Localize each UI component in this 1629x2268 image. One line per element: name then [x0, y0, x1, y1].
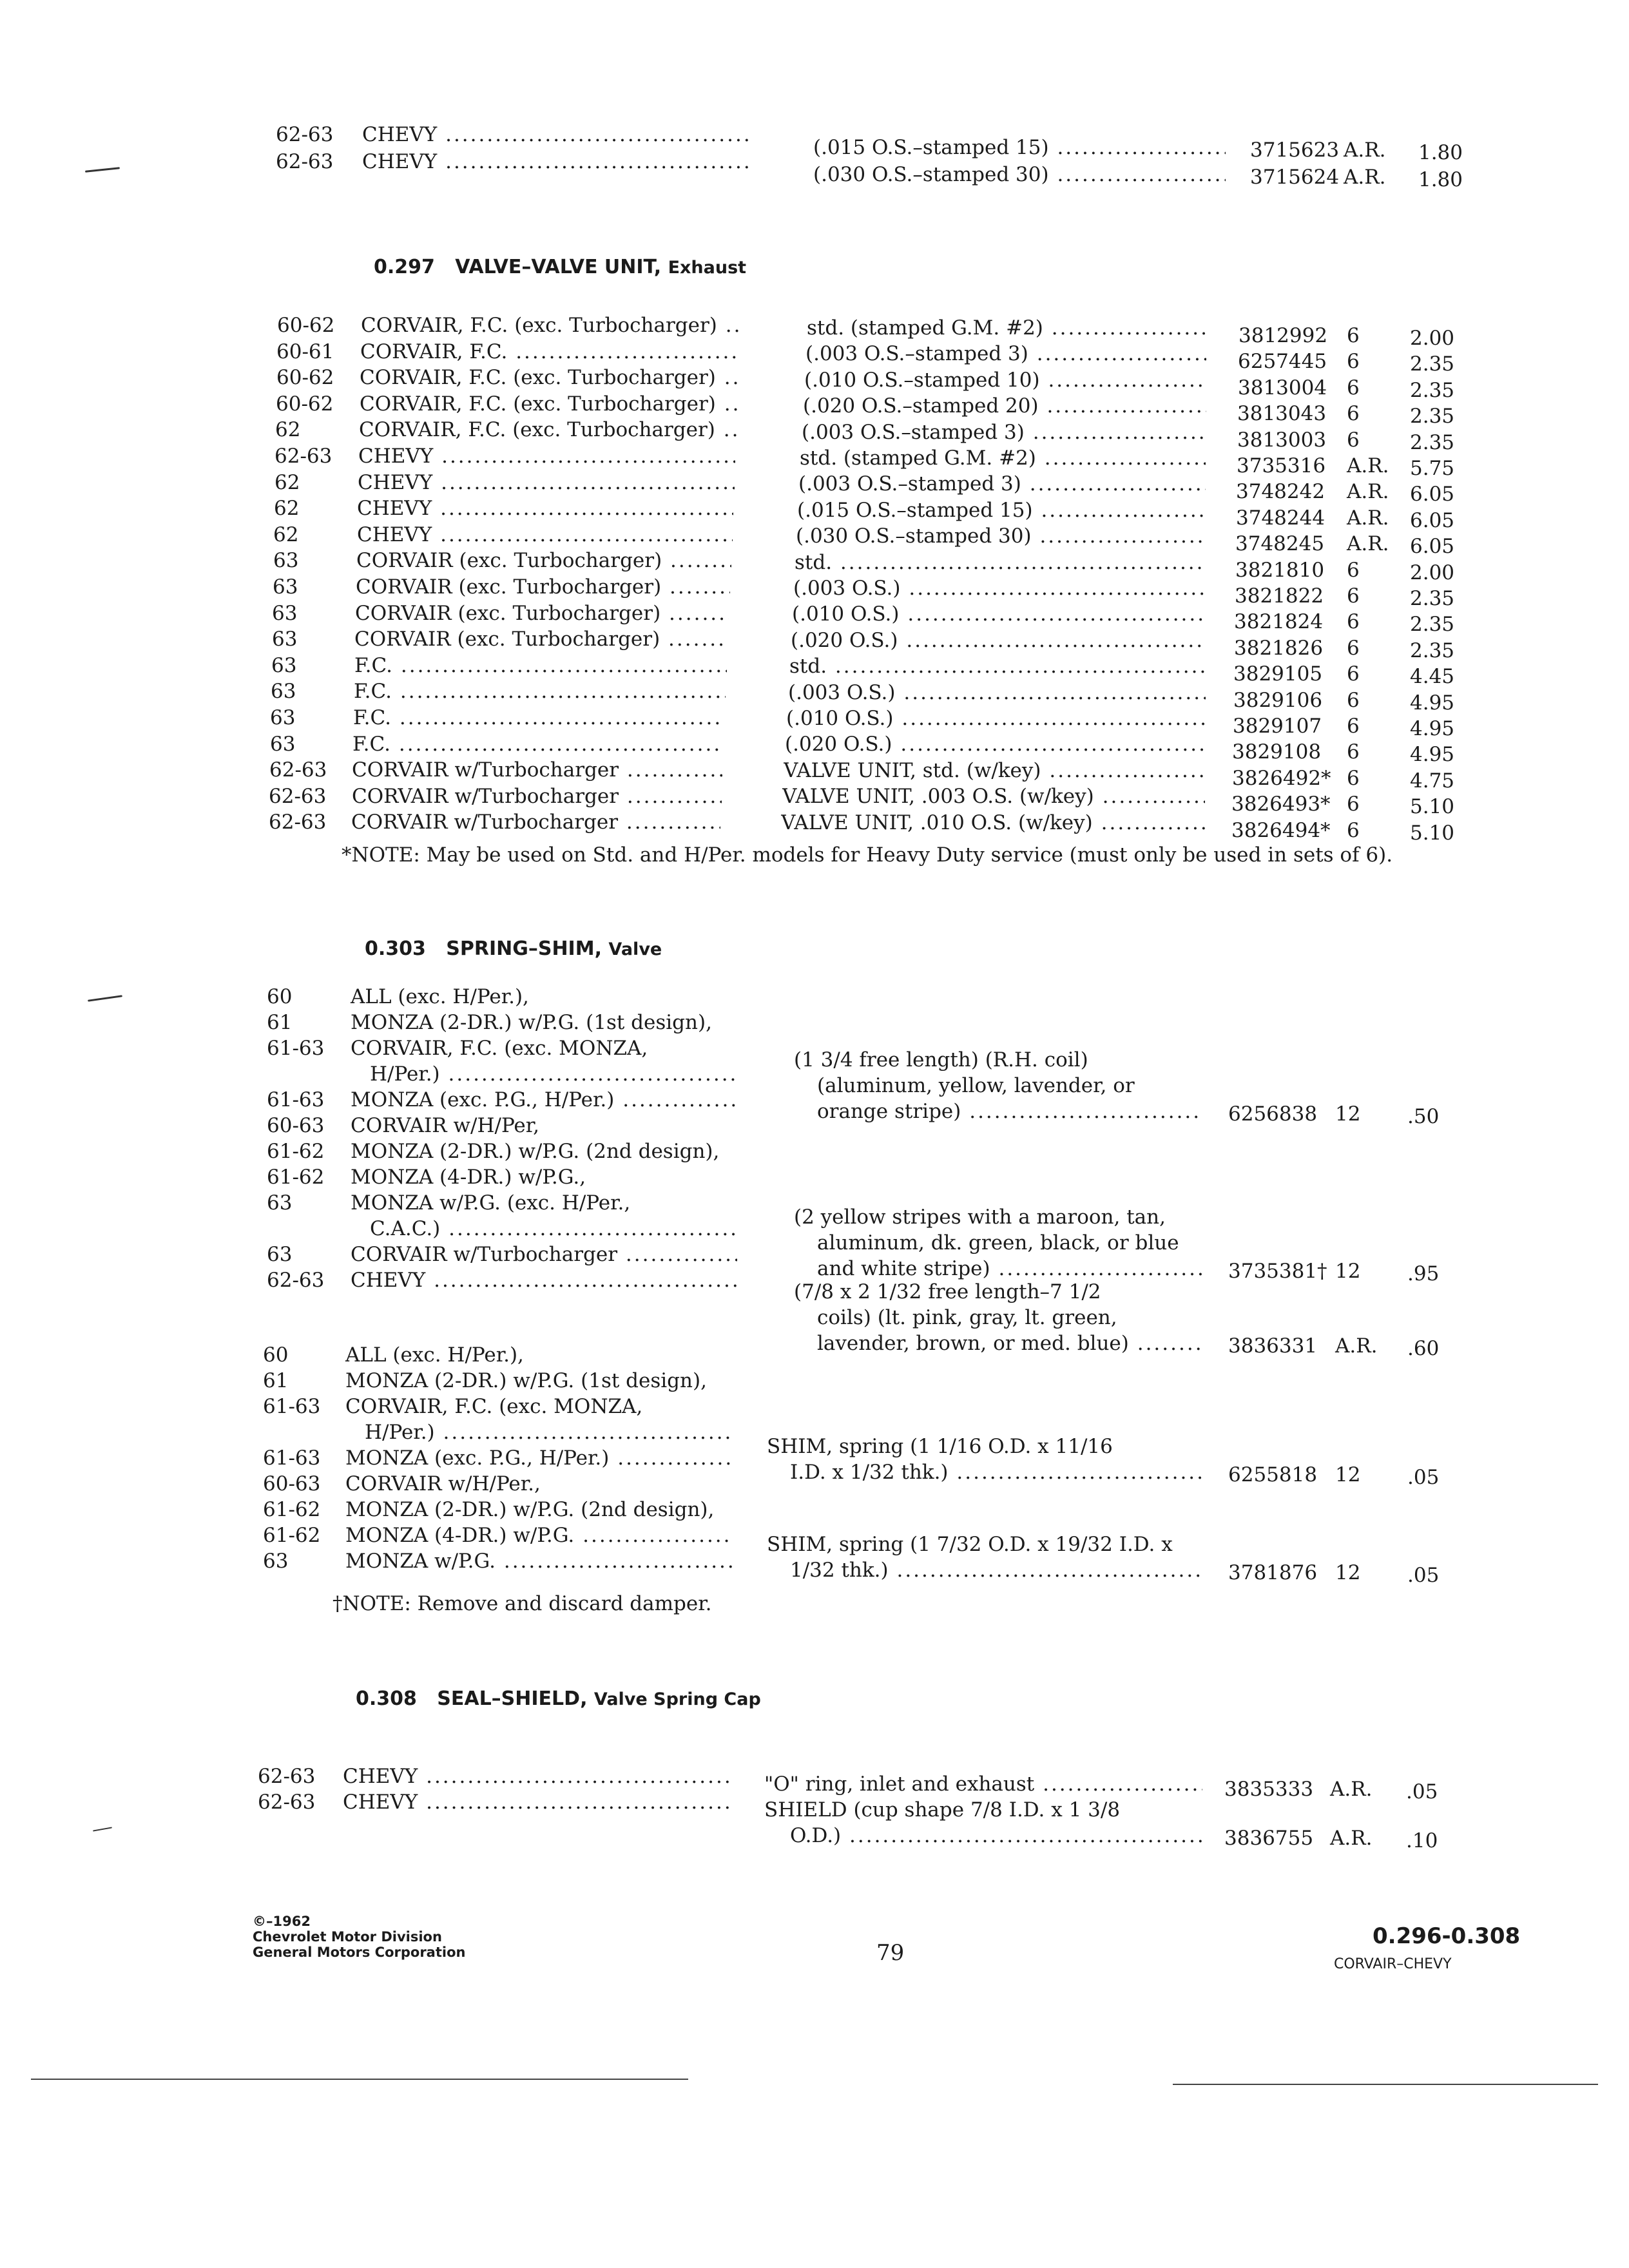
- row-description: (.010 O.S.–stamped 10) .....: [804, 368, 1206, 392]
- item-description: lavender, brown, or med. blue) .....: [817, 1331, 1202, 1356]
- row-quantity: 6: [1347, 324, 1360, 347]
- row-years: 63: [270, 706, 296, 729]
- application-model: MONZA (exc. P.G., H/Per.) .....: [351, 1088, 737, 1112]
- row-model: CORVAIR w/Turbocharger .....: [352, 758, 722, 782]
- row-part-number: 6257445: [1238, 350, 1327, 374]
- application-years: 61-63: [267, 1088, 325, 1111]
- item-price: .05: [1407, 1466, 1440, 1489]
- margin-mark: [88, 995, 122, 1001]
- row-description: VALVE UNIT, .010 O.S. (w/key) .....: [781, 811, 1205, 835]
- row-years: 63: [272, 601, 298, 625]
- bottom-rule: [1173, 2084, 1598, 2085]
- row-model: CORVAIR, F.C. (exc. Turbocharger) .....: [360, 365, 738, 390]
- row-quantity: 6: [1347, 715, 1360, 738]
- application-years: 60: [263, 1343, 289, 1367]
- row-model: CORVAIR (exc. Turbocharger) .....: [356, 575, 730, 599]
- application-years: 60-63: [263, 1472, 321, 1495]
- row-years: 60-62: [277, 314, 335, 337]
- row-quantity: A.R.: [1347, 532, 1389, 556]
- copyright: ©–1962: [253, 1914, 311, 1929]
- row-description: (.003 O.S.–stamped 3) .....: [798, 472, 1206, 496]
- section-heading: [374, 255, 746, 280]
- row-description: std. .....: [789, 654, 1206, 678]
- item-price: .50: [1407, 1105, 1440, 1128]
- row-price: 2.35: [1410, 613, 1455, 637]
- row-part-number: 3829108: [1232, 740, 1322, 764]
- row-part-number: 3715623: [1250, 139, 1340, 162]
- item-description: coils) (lt. pink, gray, lt. green,: [817, 1306, 1117, 1329]
- row-years: 63: [273, 575, 298, 599]
- row-quantity: A.R.: [1347, 506, 1389, 530]
- section-code: 0.308: [356, 1687, 417, 1710]
- row-description: std. (stamped G.M. #2) .....: [800, 446, 1206, 470]
- division: Chevrolet Motor Division: [253, 1929, 442, 1945]
- row-model: CHEVY .....: [357, 496, 733, 521]
- row-quantity: A.R.: [1344, 139, 1386, 162]
- row-model: CHEVY .....: [362, 122, 749, 147]
- row-description: (.020 O.S.–stamped 20) .....: [803, 394, 1206, 418]
- row-part-number: 3829105: [1233, 662, 1323, 686]
- application-model: CHEVY .....: [351, 1268, 737, 1293]
- row-description: std. .....: [795, 550, 1206, 575]
- row-years: 63: [270, 732, 296, 756]
- row-years: 60-62: [276, 392, 334, 416]
- row-quantity: 6: [1347, 662, 1360, 686]
- application-years: 63: [267, 1243, 293, 1266]
- row-part-number: 3826494*: [1231, 818, 1331, 842]
- row-price: 2.35: [1410, 405, 1455, 428]
- margin-mark: [93, 1827, 112, 1831]
- application-model: CORVAIR w/H/Per.,: [345, 1472, 541, 1495]
- row-quantity: A.R.: [1344, 166, 1386, 189]
- row-model: CHEVY .....: [362, 149, 749, 174]
- row-part-number: 3829107: [1233, 715, 1322, 738]
- row-part-number: 3821822: [1235, 584, 1324, 608]
- row-years: 63: [273, 549, 299, 573]
- row-part-number: 3813003: [1237, 428, 1327, 452]
- row-years: 62-63: [275, 445, 333, 468]
- row-years: 62-63: [258, 1765, 316, 1788]
- row-quantity: 6: [1347, 584, 1360, 608]
- item-price: .95: [1407, 1262, 1440, 1285]
- row-part-number: 3821810: [1235, 558, 1325, 582]
- item-part-number: 6256838: [1228, 1102, 1318, 1126]
- section-heading: [365, 937, 662, 962]
- margin-mark: [85, 167, 120, 173]
- row-part-number: 3812992: [1239, 324, 1328, 347]
- row-model: F.C. .....: [353, 706, 724, 730]
- footnote: *NOTE: May be used on Std. and H/Per. models for Heavy Duty service (must only be used in sets of 6).: [342, 843, 1393, 867]
- row-part-number: 3829106: [1233, 688, 1323, 712]
- row-model: CORVAIR w/Turbocharger .....: [352, 784, 722, 809]
- item-description: (1 3/4 free length) (R.H. coil): [794, 1048, 1088, 1072]
- row-years: 62-63: [269, 811, 327, 834]
- corporation: General Motors Corporation: [253, 1945, 466, 1960]
- application-model: CORVAIR, F.C. (exc. MONZA,: [351, 1037, 648, 1060]
- row-quantity: 6: [1347, 688, 1360, 712]
- section-code: 0.297: [374, 256, 435, 278]
- item-quantity: 12: [1335, 1102, 1361, 1126]
- row-years: 62-63: [258, 1791, 316, 1814]
- item-description: 1/32 thk.) .....: [790, 1558, 1202, 1582]
- row-price: 1.80: [1418, 141, 1463, 164]
- application-years: 61-63: [263, 1446, 321, 1470]
- row-price: 6.05: [1410, 535, 1455, 559]
- row-years: 62: [274, 497, 300, 521]
- application-years: 61-62: [263, 1524, 321, 1547]
- bottom-rule: [31, 2079, 688, 2080]
- row-model: CHEVY .....: [357, 523, 733, 547]
- row-part-number: 3821826: [1234, 636, 1324, 660]
- row-quantity: 6: [1347, 793, 1360, 816]
- row-quantity: 6: [1347, 402, 1360, 426]
- row-quantity: 6: [1347, 428, 1360, 452]
- row-part-number: 3821824: [1234, 610, 1324, 634]
- section-subtitle: Valve Spring Cap: [593, 1689, 761, 1709]
- row-model: CORVAIR w/Turbocharger .....: [351, 810, 720, 834]
- item-part-number: 3781876: [1228, 1561, 1318, 1584]
- application-model: ALL (exc. H/Per.),: [345, 1343, 524, 1367]
- item-quantity: 12: [1335, 1561, 1361, 1584]
- row-model: F.C. .....: [354, 653, 727, 678]
- row-years: 63: [271, 680, 296, 704]
- application-model: CORVAIR w/Turbocharger .....: [351, 1242, 737, 1267]
- row-quantity: 6: [1347, 636, 1360, 660]
- section-title: SEAL–SHIELD,: [437, 1687, 588, 1710]
- row-description-cont: O.D.) .....: [790, 1823, 1202, 1848]
- item-quantity: A.R.: [1335, 1334, 1378, 1358]
- row-price: 4.95: [1410, 691, 1455, 715]
- application-model: MONZA (2-DR.) w/P.G. (2nd design),: [345, 1498, 715, 1521]
- row-price: 2.35: [1410, 587, 1455, 610]
- row-description: (.003 O.S.–stamped 3) .....: [802, 420, 1206, 445]
- application-years: 61-63: [263, 1395, 321, 1418]
- row-part-number: 3836755: [1224, 1827, 1314, 1850]
- row-years: 62-63: [269, 758, 327, 782]
- row-quantity: 6: [1347, 766, 1360, 790]
- row-description: (.003 O.S.–stamped 3) .....: [805, 341, 1206, 366]
- row-price: 4.45: [1410, 665, 1455, 689]
- row-model: F.C. .....: [352, 732, 724, 756]
- row-price: 4.75: [1410, 769, 1455, 793]
- row-description: (.030 O.S.–stamped 30) .....: [796, 524, 1206, 548]
- row-model: F.C. .....: [354, 679, 726, 704]
- application-years: 61: [263, 1369, 289, 1392]
- application-model: C.A.C.) .....: [370, 1216, 737, 1241]
- application-years: 63: [267, 1191, 293, 1215]
- row-price: .10: [1406, 1829, 1438, 1852]
- row-price: 2.35: [1410, 639, 1455, 662]
- catalog-name: CORVAIR–CHEVY: [1334, 1956, 1452, 1972]
- row-price: 5.10: [1410, 821, 1455, 845]
- row-model: CORVAIR, F.C. (exc. Turbocharger) .....: [361, 313, 741, 338]
- row-price: 2.00: [1410, 561, 1455, 584]
- row-part-number: 3826493*: [1231, 793, 1331, 816]
- row-quantity: A.R.: [1347, 480, 1389, 504]
- row-description: "O" ring, inlet and exhaust .....: [764, 1772, 1202, 1796]
- row-price: 2.35: [1410, 378, 1455, 402]
- section-code: 0.303: [365, 937, 426, 960]
- row-description: (.003 O.S.) .....: [788, 680, 1206, 705]
- row-model: CHEVY .....: [343, 1790, 729, 1814]
- section-heading: [356, 1687, 761, 1712]
- application-model: ALL (exc. H/Per.),: [351, 985, 529, 1008]
- item-quantity: 12: [1335, 1260, 1361, 1283]
- item-description: I.D. x 1/32 thk.) .....: [790, 1460, 1202, 1485]
- application-model: CORVAIR w/H/Per,: [351, 1114, 540, 1137]
- application-model: MONZA (4-DR.) w/P.G.,: [351, 1166, 586, 1189]
- item-part-number: 3735381†: [1228, 1260, 1327, 1283]
- row-part-number: 3735316: [1237, 454, 1326, 477]
- row-model: CORVAIR, F.C. (exc. Turbocharger) .....: [360, 392, 738, 416]
- application-model: H/Per.) .....: [365, 1420, 732, 1445]
- row-price: 2.00: [1410, 327, 1455, 350]
- row-model: CORVAIR (exc. Turbocharger) .....: [356, 548, 731, 573]
- row-part-number: 3813004: [1238, 376, 1327, 399]
- section-title: SPRING–SHIM,: [446, 937, 602, 960]
- application-model: MONZA w/P.G. .....: [345, 1549, 732, 1573]
- item-part-number: 6255818: [1228, 1463, 1318, 1486]
- application-years: 60-63: [267, 1114, 325, 1137]
- row-part-number: 3748244: [1236, 506, 1325, 530]
- row-description: (.020 O.S.) .....: [785, 732, 1205, 756]
- row-description: VALVE UNIT, .003 O.S. (w/key) .....: [782, 784, 1205, 809]
- row-quantity: 6: [1347, 818, 1360, 842]
- item-price: .60: [1407, 1337, 1440, 1360]
- row-description: (.015 O.S.–stamped 15) .....: [797, 498, 1206, 523]
- application-model: MONZA (2-DR.) w/P.G. (1st design),: [345, 1369, 707, 1392]
- row-model: CORVAIR (exc. Turbocharger) .....: [355, 601, 729, 626]
- row-model: CORVAIR, F.C. (exc. Turbocharger) .....: [359, 418, 737, 442]
- row-description: (.003 O.S.) .....: [793, 576, 1206, 601]
- item-description: aluminum, dk. green, black, or blue: [817, 1231, 1179, 1254]
- row-model: CORVAIR, F.C. .....: [360, 340, 740, 364]
- row-part-number: 3826492*: [1232, 766, 1331, 790]
- application-model: MONZA (2-DR.) w/P.G. (2nd design),: [351, 1140, 720, 1163]
- row-price: 2.35: [1410, 430, 1455, 454]
- row-quantity: 6: [1347, 558, 1360, 582]
- item-description: (aluminum, yellow, lavender, or: [817, 1074, 1135, 1097]
- item-description: SHIM, spring (1 1/16 O.D. x 11/16: [767, 1435, 1113, 1458]
- row-quantity: 6: [1347, 610, 1360, 634]
- row-years: 62: [273, 523, 299, 546]
- row-quantity: A.R.: [1347, 454, 1389, 477]
- application-years: 62-63: [267, 1269, 325, 1292]
- row-description: (.020 O.S.) .....: [791, 628, 1206, 653]
- row-years: 60-62: [276, 366, 334, 390]
- row-quantity: 6: [1347, 350, 1360, 374]
- row-years: 60-61: [276, 340, 334, 363]
- item-description: (7/8 x 2 1/32 free length–7 1/2: [794, 1280, 1101, 1303]
- footnote: †NOTE: Remove and discard damper.: [333, 1592, 712, 1615]
- group-range: 0.296-0.308: [1373, 1923, 1521, 1949]
- row-part-number: 3813043: [1237, 402, 1327, 426]
- application-years: 61-62: [263, 1498, 321, 1521]
- section-subtitle: Exhaust: [668, 258, 747, 278]
- row-quantity: 6: [1347, 376, 1360, 399]
- row-description: VALVE UNIT, std. (w/key) .....: [784, 758, 1205, 783]
- row-quantity: 6: [1347, 740, 1360, 764]
- item-part-number: 3836331: [1228, 1334, 1318, 1358]
- row-years: 62: [275, 418, 301, 442]
- application-model: H/Per.) .....: [370, 1062, 737, 1086]
- row-description: (.010 O.S.) .....: [786, 706, 1205, 731]
- row-price: 5.75: [1410, 457, 1455, 480]
- item-description: (2 yellow stripes with a maroon, tan,: [794, 1206, 1166, 1229]
- row-model: CORVAIR (exc. Turbocharger) .....: [354, 627, 728, 651]
- application-years: 61-63: [267, 1037, 325, 1060]
- item-price: .05: [1407, 1564, 1440, 1587]
- row-part-number: 3748242: [1236, 480, 1325, 504]
- application-years: 61-62: [267, 1166, 325, 1189]
- row-description: std. (stamped G.M. #2) .....: [807, 316, 1206, 340]
- page-number: 79: [876, 1940, 905, 1966]
- section-title: VALVE–VALVE UNIT,: [455, 256, 662, 278]
- row-part-number: 3715624: [1250, 166, 1340, 189]
- row-price: 2.35: [1410, 352, 1455, 376]
- application-model: MONZA (2-DR.) w/P.G. (1st design),: [351, 1011, 712, 1034]
- row-part-number: 3835333: [1224, 1778, 1314, 1801]
- row-description: SHIELD (cup shape 7/8 I.D. x 1 3/8: [764, 1798, 1121, 1821]
- application-years: 61-62: [267, 1140, 325, 1163]
- application-model: MONZA w/P.G. (exc. H/Per.,: [351, 1191, 631, 1215]
- item-description: orange stripe) .....: [817, 1099, 1202, 1124]
- application-model: CORVAIR, F.C. (exc. MONZA,: [345, 1395, 643, 1418]
- row-years: 62-63: [269, 784, 327, 808]
- application-years: 61: [267, 1011, 293, 1034]
- row-description: (.030 O.S.–stamped 30) .....: [813, 162, 1226, 187]
- row-years: 63: [272, 628, 298, 651]
- row-price: .05: [1406, 1780, 1438, 1803]
- row-description: (.010 O.S.) .....: [792, 602, 1206, 626]
- row-years: 62: [275, 470, 300, 494]
- item-quantity: 12: [1335, 1463, 1361, 1486]
- row-model: CHEVY .....: [343, 1764, 729, 1789]
- application-model: MONZA (4-DR.) w/P.G. .....: [345, 1523, 732, 1548]
- item-description: and white stripe) .....: [817, 1256, 1202, 1281]
- row-price: 6.05: [1410, 483, 1455, 506]
- section-subtitle: Valve: [608, 939, 662, 959]
- row-price: 5.10: [1410, 795, 1455, 819]
- application-years: 63: [263, 1550, 289, 1573]
- row-description: (.015 O.S.–stamped 15) .....: [813, 135, 1226, 160]
- row-years: 63: [271, 653, 297, 677]
- row-price: 4.95: [1410, 743, 1455, 767]
- application-years: 60: [267, 985, 293, 1008]
- row-years: 62-63: [276, 150, 334, 173]
- item-description: SHIM, spring (1 7/32 O.D. x 19/32 I.D. x: [767, 1533, 1173, 1556]
- row-model: CHEVY .....: [358, 470, 735, 495]
- row-model: CHEVY .....: [358, 444, 735, 468]
- row-part-number: 3748245: [1235, 532, 1325, 556]
- row-years: 62-63: [276, 123, 334, 146]
- row-price: 1.80: [1418, 168, 1463, 191]
- row-price: 4.95: [1410, 717, 1455, 740]
- row-quantity: A.R.: [1330, 1827, 1373, 1850]
- row-price: 6.05: [1410, 508, 1455, 532]
- row-quantity: A.R.: [1330, 1778, 1373, 1801]
- application-model: MONZA (exc. P.G., H/Per.) .....: [345, 1446, 732, 1470]
